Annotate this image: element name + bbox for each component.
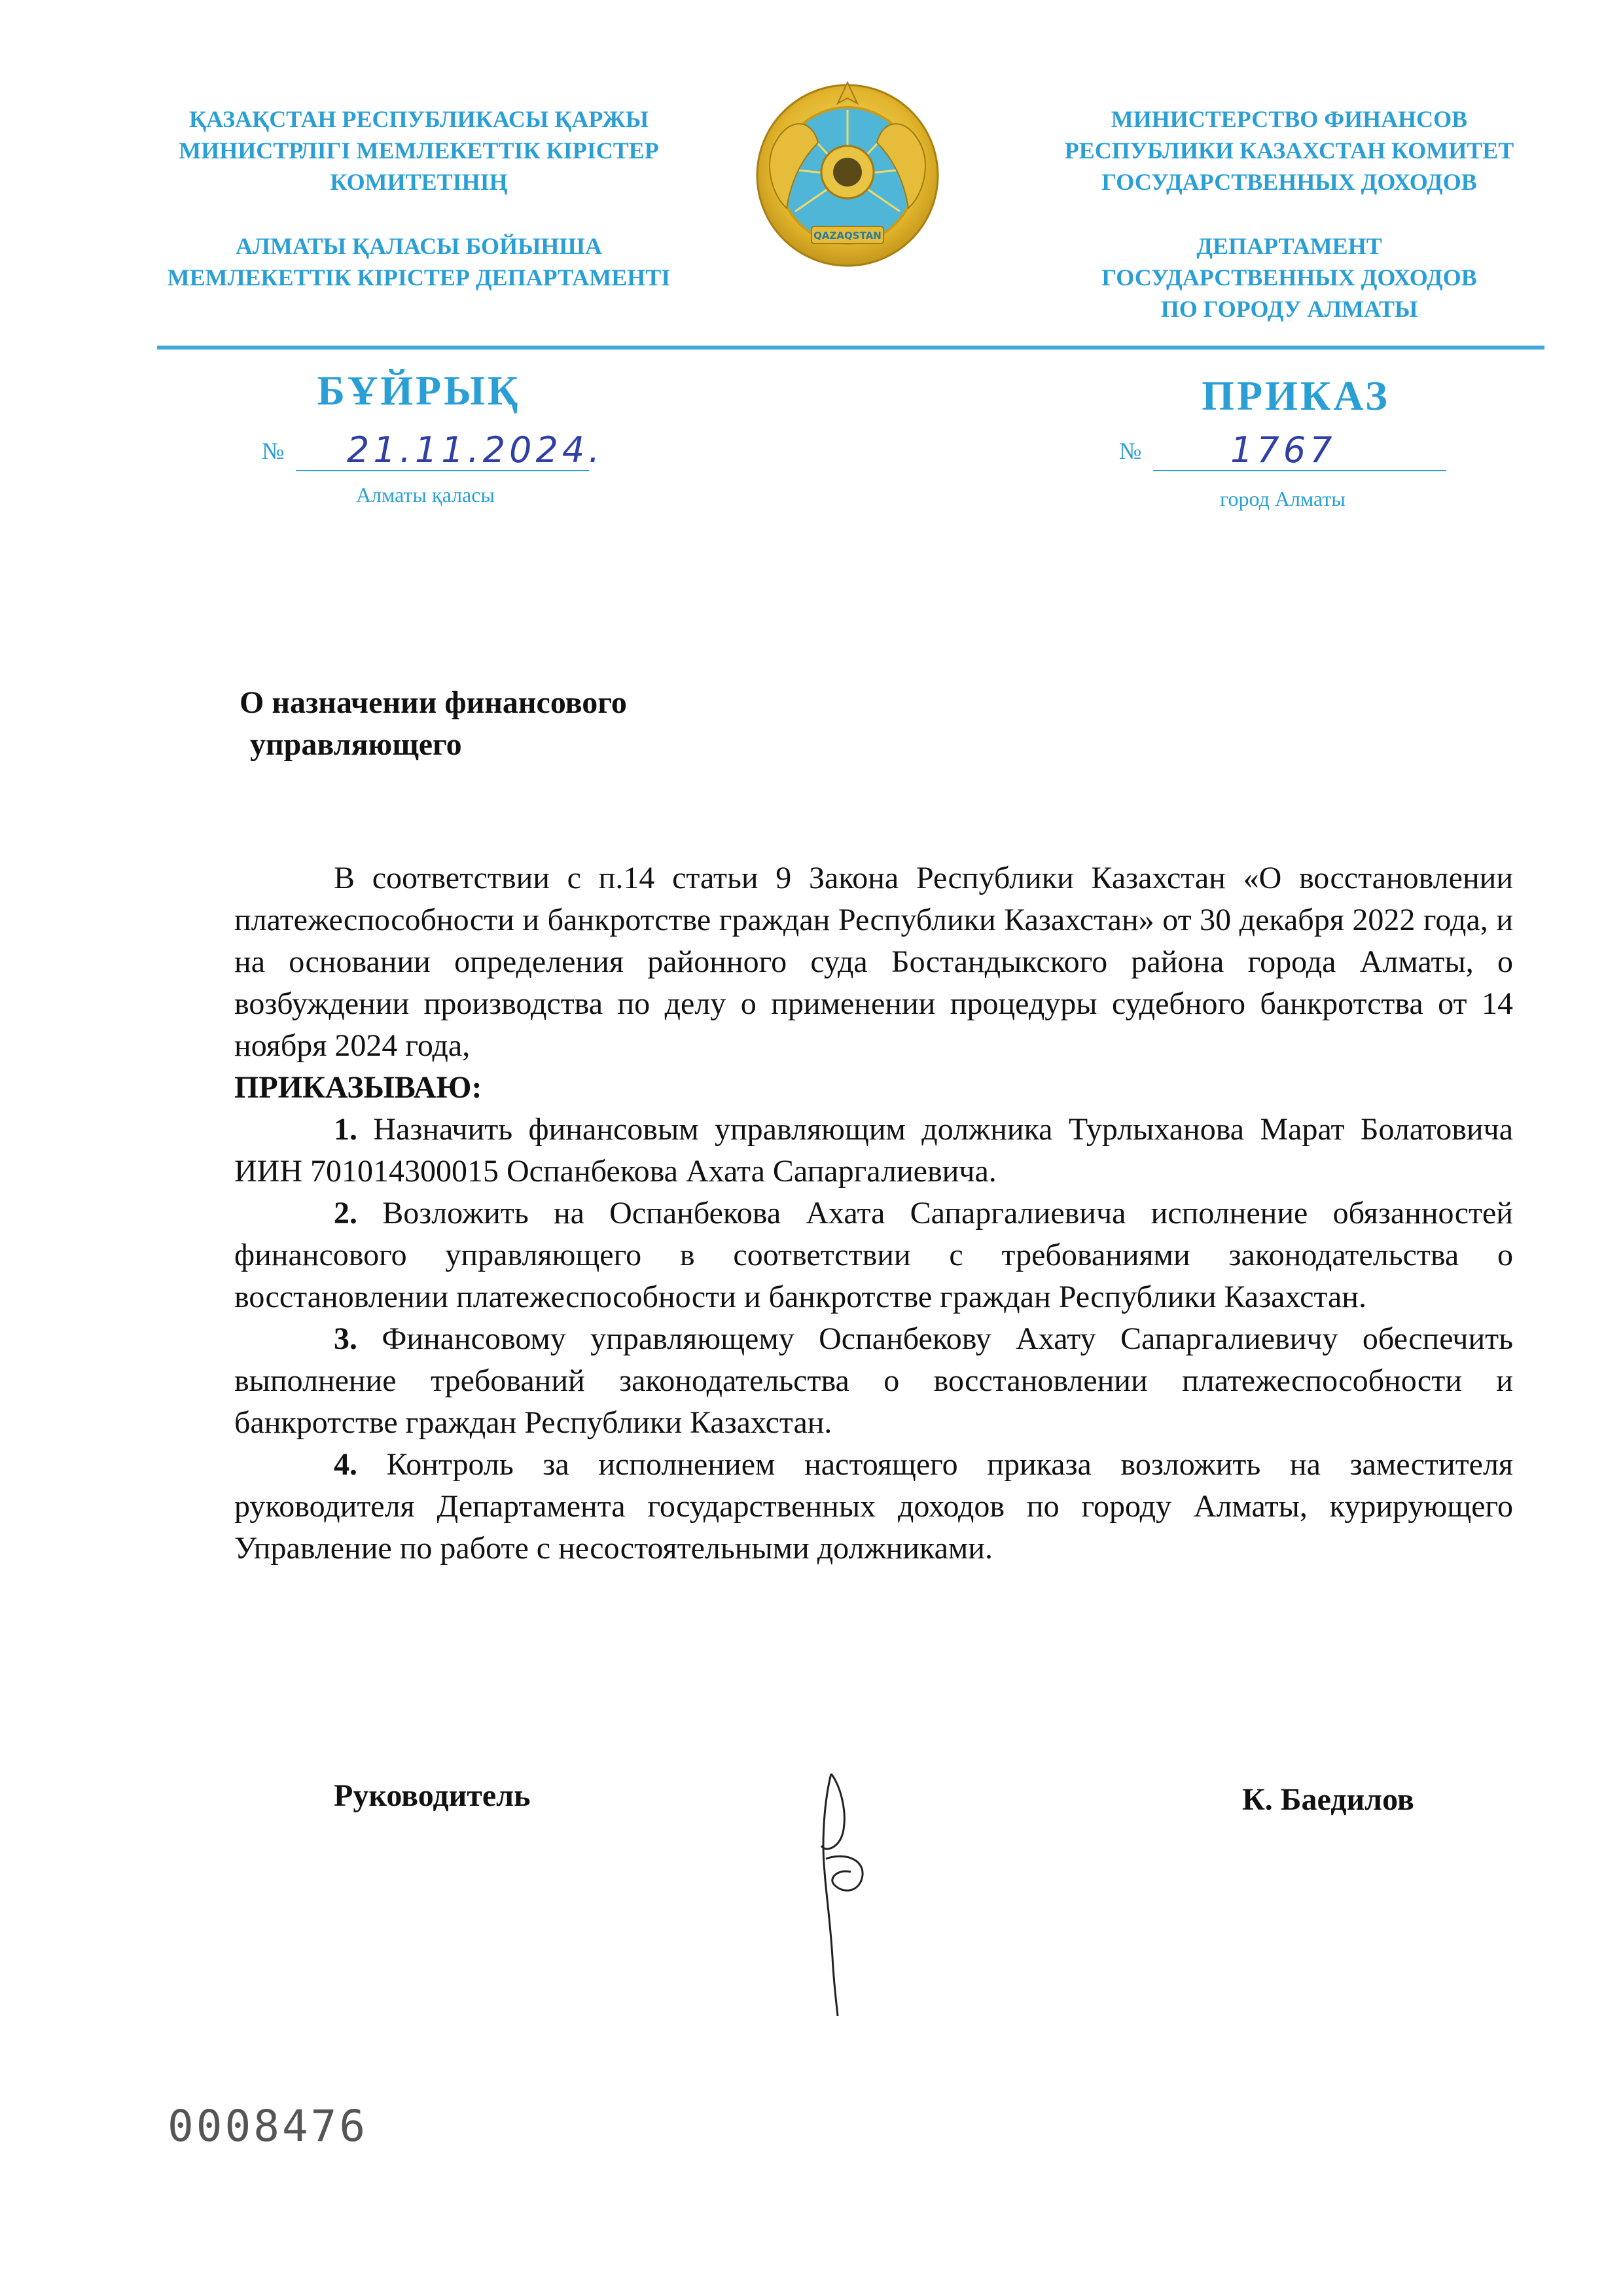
number-sign: № — [262, 438, 285, 464]
item-text: Возложить на Оспанбекова Ахата Сапаргалиевича исполнение обязанностей финансового управляющего в соответствии с требованиями законодательства о восстановлении платежеспособности и банкротстве граждан Республики Казахстан. — [234, 1196, 1513, 1314]
preamble: В соответствии с п.14 статьи 9 Закона Республики Казахстан «О восстановлении платежеспособности и банкротстве граждан Республики Казахстан» от 30 декабря 2022 года, и на основании определения районного суда Бостандыкского района города Алматы, о возбуждении производства по делу о применении процедуры судебного банкротства от 14 ноября 2024 года, — [234, 861, 1513, 1063]
item-number: 4. — [334, 1447, 357, 1482]
header-left-line: КОМИТЕТІНІҢ — [330, 169, 508, 195]
subject-line: управляющего — [250, 727, 462, 762]
header-left-line: МИНИСТРЛІГІ МЕМЛЕКЕТТІК КІРІСТЕР — [179, 137, 659, 164]
state-emblem — [746, 77, 949, 280]
signatory-role: Руководитель — [334, 1778, 531, 1813]
header-left-line: ҚАЗАҚСТАН РЕСПУБЛИКАСЫ ҚАРЖЫ — [188, 106, 649, 132]
order-word: ПРИКАЗЫВАЮ: — [234, 1070, 482, 1105]
header-right-line: МИНИСТЕРСТВО ФИНАНСОВ — [1111, 106, 1468, 132]
header-right-ru — [1034, 103, 1544, 325]
item-number: 2. — [334, 1196, 357, 1230]
city-kz: Алматы қаласы — [356, 483, 495, 507]
signatory-name: К. Баедилов — [1242, 1782, 1414, 1817]
order-number-field — [1119, 429, 1446, 476]
order-date-field — [262, 429, 604, 476]
city-ru: город Алматы — [1220, 487, 1346, 511]
order-item — [234, 1444, 1513, 1570]
header-right-line: ДЕПАРТАМЕНТ — [1196, 233, 1382, 259]
order-title-kz: БҰЙРЫҚ — [317, 367, 521, 414]
header-right-line: РЕСПУБЛИКИ КАЗАХСТАН КОМИТЕТ — [1064, 137, 1514, 164]
item-number: 1. — [334, 1112, 357, 1147]
header-left-kz — [157, 103, 681, 293]
handwritten-signature — [785, 1761, 903, 2022]
header-right-line: ГОСУДАРСТВЕННЫХ ДОХОДОВ — [1101, 169, 1477, 195]
serial-number: 0008476 — [168, 2101, 368, 2151]
order-item — [234, 1109, 1513, 1193]
header-divider — [157, 346, 1544, 350]
header-right-line: ПО ГОРОДУ АЛМАТЫ — [1160, 296, 1418, 322]
emblem-text: QAZAQSTAN — [813, 230, 882, 242]
subject-line: О назначении финансового — [240, 685, 627, 720]
item-text: Финансовому управляющему Оспанбекову Ахату Сапаргалиевичу обеспечить выполнение требований законодательства о восстановлении платежеспособности и банкротстве граждан Республики Казахстан. — [234, 1321, 1513, 1440]
item-text: Назначить финансовым управляющим должника Турлыханова Марат Болатовича ИИН 701014300015 Оспанбекова Ахата Сапаргалиевича. — [234, 1112, 1513, 1189]
order-item — [234, 1318, 1513, 1444]
handwritten-number: 1767 — [1230, 429, 1336, 471]
header-right-line: ГОСУДАРСТВЕННЫХ ДОХОДОВ — [1101, 264, 1477, 291]
order-title-ru: ПРИКАЗ — [1202, 372, 1390, 419]
header-left-line: АЛМАТЫ ҚАЛАСЫ БОЙЫНША — [236, 233, 602, 259]
item-number: 3. — [334, 1321, 357, 1356]
order-body — [234, 857, 1513, 1570]
order-item — [234, 1193, 1513, 1318]
order-subject — [240, 682, 763, 766]
number-sign: № — [1119, 438, 1142, 464]
item-text: Контроль за исполнением настоящего приказа возложить на заместителя руководителя Департамента государственных доходов по городу Алматы, курирующего Управление по работе с несостоятельными должниками. — [234, 1447, 1514, 1566]
handwritten-date: 21.11.2024. — [347, 429, 604, 471]
header-left-line: МЕМЛЕКЕТТІК КІРІСТЕР ДЕПАРТАМЕНТІ — [167, 264, 671, 291]
